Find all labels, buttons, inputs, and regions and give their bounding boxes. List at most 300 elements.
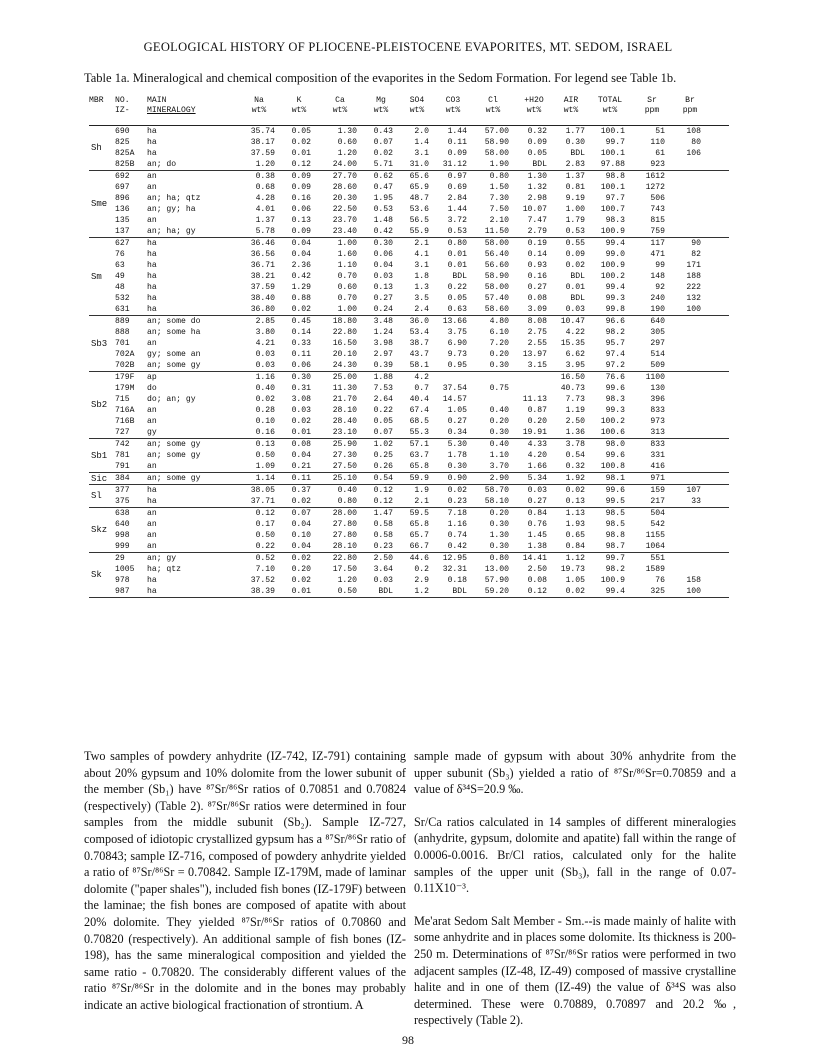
member-label: Sb2 xyxy=(91,400,108,410)
table-cell: 63 xyxy=(115,261,125,270)
table-cell: 67.4 xyxy=(409,406,429,415)
table-cell: 100.1 xyxy=(600,149,625,158)
table-cell: 0.25 xyxy=(373,451,393,460)
table-cell: 7.73 xyxy=(565,395,585,404)
table-cell: 36.0 xyxy=(409,317,429,326)
table-cell: BDL xyxy=(452,272,467,281)
table-row xyxy=(89,439,729,450)
table-cell: 0.23 xyxy=(447,497,467,506)
table-row xyxy=(89,137,729,148)
table-cell: 375 xyxy=(115,497,130,506)
table-cell: 2.85 xyxy=(255,317,275,326)
table-cell: 0.47 xyxy=(373,183,393,192)
table-cell: 416 xyxy=(650,462,665,471)
table-cell: 1612 xyxy=(645,172,665,181)
table-cell: 0.02 xyxy=(565,587,585,596)
table-cell: 0.75 xyxy=(489,384,509,393)
table-cell: gy; some an xyxy=(147,350,201,359)
table-cell: 0.11 xyxy=(291,474,311,483)
table-cell: 24.00 xyxy=(332,160,357,169)
table-row xyxy=(89,575,729,586)
table-cell: an; some gy xyxy=(147,440,201,449)
table-cell: ha xyxy=(147,305,157,314)
table-cell: 702A xyxy=(115,350,135,359)
table-cell: 1.12 xyxy=(565,554,585,563)
table-row xyxy=(89,249,729,260)
table-cell: 25.10 xyxy=(332,474,357,483)
table-cell: an; some gy xyxy=(147,474,201,483)
table-cell: 117 xyxy=(650,239,665,248)
table-cell: ha xyxy=(147,250,157,259)
column-header-unit: wt% xyxy=(526,106,542,115)
table-cell: 0.09 xyxy=(291,183,311,192)
table-row xyxy=(89,171,729,182)
table-cell: 23.10 xyxy=(332,428,357,437)
table-cell: 514 xyxy=(650,350,665,359)
table-cell: 58.1 xyxy=(409,361,429,370)
table-cell: 1.92 xyxy=(565,474,585,483)
table-cell: 0.58 xyxy=(373,520,393,529)
table-row xyxy=(89,238,729,249)
table-cell: 6.10 xyxy=(489,328,509,337)
table-row xyxy=(89,159,729,170)
column-header xyxy=(471,96,515,116)
table-cell: 1.32 xyxy=(527,183,547,192)
table-cell: 0.19 xyxy=(527,239,547,248)
table-cell: 2.36 xyxy=(291,261,311,270)
table-cell: 0.20 xyxy=(489,509,509,518)
table-cell: 0.22 xyxy=(447,283,467,292)
table-cell: 0.05 xyxy=(373,417,393,426)
table-cell: 0.03 xyxy=(255,361,275,370)
column-header-unit: wt% xyxy=(332,106,348,115)
table-cell: 0.17 xyxy=(255,520,275,529)
member-group xyxy=(89,439,729,473)
table-cell: 0.12 xyxy=(291,160,311,169)
table-cell: 0.53 xyxy=(373,205,393,214)
table-cell: 627 xyxy=(115,239,130,248)
table-cell: 0.27 xyxy=(527,283,547,292)
column-header-unit: wt% xyxy=(485,106,501,115)
table-cell: 51 xyxy=(655,127,665,136)
table-cell: 3.1 xyxy=(414,149,429,158)
table-cell: an xyxy=(147,531,157,540)
table-cell: 2.50 xyxy=(373,554,393,563)
table-cell: 3.98 xyxy=(373,339,393,348)
table-cell: 99.6 xyxy=(605,384,625,393)
table-cell: 35.74 xyxy=(250,127,275,136)
table-cell: 0.11 xyxy=(447,138,467,147)
table-cell: 22.50 xyxy=(332,205,357,214)
table-cell: 0.27 xyxy=(527,497,547,506)
table-cell: 833 xyxy=(650,440,665,449)
table-row xyxy=(89,416,729,427)
table-cell: 100.9 xyxy=(600,576,625,585)
table-cell: 1.47 xyxy=(373,509,393,518)
table-cell: 759 xyxy=(650,227,665,236)
table-cell: 27.50 xyxy=(332,462,357,471)
table-cell: 0.2 xyxy=(414,565,429,574)
table-cell: an; some gy xyxy=(147,361,201,370)
table-cell: 0.14 xyxy=(527,250,547,259)
table-cell: 0.10 xyxy=(255,417,275,426)
table-cell: 3.15 xyxy=(527,361,547,370)
table-cell: 3.80 xyxy=(255,328,275,337)
table-cell: an; gy; ha xyxy=(147,205,196,214)
table-cell: 99.6 xyxy=(605,486,625,495)
table-cell: 1.20 xyxy=(337,149,357,158)
table-cell: 100.9 xyxy=(600,227,625,236)
table-cell: 7.20 xyxy=(489,339,509,348)
table-cell: 2.79 xyxy=(527,227,547,236)
composition-table xyxy=(89,92,729,598)
table-cell: 0.50 xyxy=(255,531,275,540)
table-cell: ha xyxy=(147,261,157,270)
table-cell: 58.90 xyxy=(484,272,509,281)
table-row xyxy=(89,496,729,507)
table-cell: 0.02 xyxy=(447,486,467,495)
table-cell: 1.24 xyxy=(373,328,393,337)
table-cell: 1.10 xyxy=(489,451,509,460)
table-header xyxy=(89,92,729,126)
table-cell: 0.95 xyxy=(447,361,467,370)
table-cell: ha; qtz xyxy=(147,565,181,574)
table-cell: 37.52 xyxy=(250,576,275,585)
table-cell: 100.2 xyxy=(600,417,625,426)
table-cell: 0.80 xyxy=(489,172,509,181)
table-row xyxy=(89,508,729,519)
table-cell: 0.02 xyxy=(255,395,275,404)
table-cell: 1.30 xyxy=(527,172,547,181)
table-cell: an xyxy=(147,172,157,181)
table-cell: 190 xyxy=(650,305,665,314)
table-cell: 0.02 xyxy=(291,417,311,426)
table-cell: 99.5 xyxy=(605,497,625,506)
table-cell: 13.97 xyxy=(522,350,547,359)
table-row xyxy=(89,383,729,394)
table-cell: 57.1 xyxy=(409,440,429,449)
table-cell: 15.35 xyxy=(560,339,585,348)
table-cell: 0.27 xyxy=(447,417,467,426)
table-cell: 2.50 xyxy=(565,417,585,426)
table-cell: 0.7 xyxy=(414,384,429,393)
table-caption: Table 1a. Mineralogical and chemical composition of the evaporites in the Sedom Formation. For legend see Table 1b. xyxy=(84,71,677,85)
table-cell: 0.08 xyxy=(527,294,547,303)
table-row xyxy=(89,316,729,327)
table-cell: 297 xyxy=(650,339,665,348)
table-cell: 0.03 xyxy=(255,350,275,359)
table-cell: 171 xyxy=(686,261,701,270)
table-cell: 1.37 xyxy=(255,216,275,225)
table-cell: 0.01 xyxy=(291,149,311,158)
table-cell: 791 xyxy=(115,462,130,471)
table-cell: ha xyxy=(147,294,157,303)
table-cell: 97.2 xyxy=(605,361,625,370)
table-cell: 36.56 xyxy=(250,250,275,259)
table-cell: 58.70 xyxy=(484,486,509,495)
table-cell: 29 xyxy=(115,554,125,563)
table-cell: 59.9 xyxy=(409,474,429,483)
table-cell: 65.9 xyxy=(409,183,429,192)
table-cell: 743 xyxy=(650,205,665,214)
table-cell: an; some gy xyxy=(147,451,201,460)
table-cell: 825B xyxy=(115,160,135,169)
member-label: Sb1 xyxy=(91,450,108,461)
table-cell: 0.04 xyxy=(373,261,393,270)
table-cell: 1.38 xyxy=(527,542,547,551)
table-cell: 0.03 xyxy=(565,305,585,314)
table-cell: 58.90 xyxy=(484,138,509,147)
table-cell: 0.97 xyxy=(447,172,467,181)
table-cell: 99.3 xyxy=(605,294,625,303)
table-cell: 815 xyxy=(650,216,665,225)
member-group xyxy=(89,508,729,553)
table-cell: 0.32 xyxy=(527,127,547,136)
table-cell: 1.79 xyxy=(565,216,585,225)
table-cell: 1272 xyxy=(645,183,665,192)
table-cell: 98.2 xyxy=(605,328,625,337)
table-cell: 2.83 xyxy=(565,160,585,169)
table-cell: 11.13 xyxy=(522,395,547,404)
table-cell: 2.98 xyxy=(527,194,547,203)
table-cell: 999 xyxy=(115,542,130,551)
table-cell: an xyxy=(147,406,157,415)
table-cell: 16.50 xyxy=(560,373,585,382)
table-cell: 99 xyxy=(655,261,665,270)
table-cell: 0.70 xyxy=(337,272,357,281)
table-cell: 100.8 xyxy=(600,462,625,471)
table-row xyxy=(89,372,729,383)
table-cell: 384 xyxy=(115,474,130,483)
table-cell: 0.26 xyxy=(373,462,393,471)
table-cell: 0.04 xyxy=(291,239,311,248)
table-cell: 4.80 xyxy=(489,317,509,326)
table-cell: 13.66 xyxy=(442,317,467,326)
table-cell: an xyxy=(147,216,157,225)
table-cell: 4.20 xyxy=(527,451,547,460)
table-cell: 4.2 xyxy=(414,373,429,382)
table-cell: 0.20 xyxy=(489,417,509,426)
table-cell: 0.03 xyxy=(527,486,547,495)
table-cell: 27.80 xyxy=(332,531,357,540)
table-cell: 3.08 xyxy=(291,395,311,404)
table-cell: 33 xyxy=(691,497,701,506)
table-cell: 1005 xyxy=(115,565,135,574)
table-cell: 532 xyxy=(115,294,130,303)
table-cell: 1.30 xyxy=(337,127,357,136)
table-cell: 0.16 xyxy=(291,194,311,203)
table-cell: 1.16 xyxy=(447,520,467,529)
table-cell: 1.00 xyxy=(565,205,585,214)
table-cell: 136 xyxy=(115,205,130,214)
table-cell: 0.69 xyxy=(447,183,467,192)
table-cell: 0.03 xyxy=(291,406,311,415)
column-header-name: Na xyxy=(254,96,264,105)
table-cell: 1.2 xyxy=(414,587,429,596)
column-header-name: TOTAL xyxy=(597,96,623,105)
column-header xyxy=(147,96,243,116)
table-row xyxy=(89,327,729,338)
table-cell: 217 xyxy=(650,497,665,506)
table-cell: 0.12 xyxy=(373,497,393,506)
table-cell: 1.10 xyxy=(337,261,357,270)
table-cell: 1.8 xyxy=(414,272,429,281)
table-cell: 1100 xyxy=(645,373,665,382)
table-cell: 0.87 xyxy=(527,406,547,415)
table-row xyxy=(89,586,729,597)
column-header-name: K xyxy=(296,96,302,105)
column-header-unit: IZ- xyxy=(115,106,130,115)
table-cell: 2.84 xyxy=(447,194,467,203)
table-row xyxy=(89,541,729,552)
table-cell: 20.30 xyxy=(332,194,357,203)
table-row xyxy=(89,360,729,371)
table-cell: 2.1 xyxy=(414,239,429,248)
table-cell: 0.33 xyxy=(291,339,311,348)
table-cell: 0.08 xyxy=(291,440,311,449)
table-cell: 1.37 xyxy=(565,172,585,181)
table-cell: 3.78 xyxy=(565,440,585,449)
table-cell: 65.8 xyxy=(409,520,429,529)
table-cell: 43.7 xyxy=(409,350,429,359)
table-cell: 1.29 xyxy=(291,283,311,292)
table-cell: 27.70 xyxy=(332,172,357,181)
table-cell: an; some ha xyxy=(147,328,201,337)
table-cell: BDL xyxy=(570,149,585,158)
table-cell: 100.1 xyxy=(600,127,625,136)
table-cell: 377 xyxy=(115,486,130,495)
table-cell: 37.71 xyxy=(250,497,275,506)
table-cell: 99.6 xyxy=(605,451,625,460)
paragraph: Two samples of powdery anhydrite (IZ-742, IZ-791) containing about 20% gypsum and 10% dolomite from the lower subunit of the member (Sb₁) have ⁸⁷Sr/⁸⁶Sr ratios of 0.70851 and 0.70824 (respectively) (Table 2). ⁸⁷Sr/⁸⁶Sr ratios were determined in four samples from the middle subunit (Sb₂). Sample IZ-727, composed of idiotopic crystallized gypsum has a ⁸⁷Sr/⁸⁶Sr ratio of 0.70843; sample IZ-716, composed of powdery anhydrite yielded a ratio of ⁸⁷Sr/⁸⁶Sr = 0.70842. Sample IZ-179M, made of laminar dolomite ("paper shales"), included fish bones (IZ-179F) between the laminae; the fish bones are composed of apatite with about 20% dolomite. They yielded ⁸⁷Sr/⁸⁶Sr ratios of 0.70860 and 0.70820 (respectively). An additional sample of fish bones (IZ-198), has the same mineralogical composition and yielded the same ratio - 0.70820. The considerably different values of the ratio ⁸⁷Sr/⁸⁶Sr in the dolomite and in the bones may probably indicate an active biological fractionation of strontium. A xyxy=(84,749,406,1012)
table-cell: 19.91 xyxy=(522,428,547,437)
column-header xyxy=(551,96,591,116)
table-cell: 640 xyxy=(115,520,130,529)
table-row xyxy=(89,271,729,282)
table-cell: 0.34 xyxy=(447,428,467,437)
table-cell: 0.09 xyxy=(527,138,547,147)
table-cell: 96.6 xyxy=(605,317,625,326)
table-cell: 27.80 xyxy=(332,520,357,529)
table-cell: 0.12 xyxy=(527,587,547,596)
table-cell: 0.43 xyxy=(373,127,393,136)
table-cell: 0.02 xyxy=(565,261,585,270)
table-cell: 0.28 xyxy=(255,406,275,415)
table-cell: 57.00 xyxy=(484,127,509,136)
table-cell: 5.71 xyxy=(373,160,393,169)
table-cell: 1.00 xyxy=(337,239,357,248)
column-header-unit: wt% xyxy=(563,106,579,115)
table-cell: 3.1 xyxy=(414,261,429,270)
table-cell: 99.0 xyxy=(605,250,625,259)
table-cell: 0.09 xyxy=(291,227,311,236)
member-label: Skz xyxy=(91,525,108,535)
table-cell: 82 xyxy=(691,250,701,259)
table-cell: 76.6 xyxy=(605,373,625,382)
table-cell: 0.20 xyxy=(489,350,509,359)
table-cell: 0.12 xyxy=(255,509,275,518)
table-cell: 0.30 xyxy=(489,361,509,370)
table-cell: 1.14 xyxy=(255,474,275,483)
column-header-name: MAIN xyxy=(147,96,167,105)
table-cell: ha xyxy=(147,149,157,158)
table-cell: 0.31 xyxy=(291,384,311,393)
table-row xyxy=(89,553,729,564)
member-group xyxy=(89,372,729,439)
table-cell: 896 xyxy=(115,194,130,203)
table-cell: an xyxy=(147,462,157,471)
table-cell: 0.68 xyxy=(255,183,275,192)
table-cell: ha xyxy=(147,486,157,495)
table-cell: 0.80 xyxy=(447,239,467,248)
table-cell: 0.02 xyxy=(291,305,311,314)
table-cell: 1.13 xyxy=(565,509,585,518)
table-row xyxy=(89,126,729,137)
table-cell: 0.12 xyxy=(373,486,393,495)
table-cell: 100.1 xyxy=(600,183,625,192)
table-cell: 0.07 xyxy=(373,138,393,147)
member-group xyxy=(89,473,729,485)
table-cell: 1.95 xyxy=(373,194,393,203)
table-cell: 0.13 xyxy=(291,216,311,225)
table-cell: 0.13 xyxy=(373,283,393,292)
table-cell: 2.75 xyxy=(527,328,547,337)
table-cell: 27.30 xyxy=(332,451,357,460)
table-cell: 1.78 xyxy=(447,451,467,460)
column-header-name: Ca xyxy=(335,96,345,105)
table-cell: 506 xyxy=(650,194,665,203)
table-cell: 4.21 xyxy=(255,339,275,348)
table-cell: 0.62 xyxy=(373,172,393,181)
table-cell: 1.48 xyxy=(373,216,393,225)
table-cell: 1.19 xyxy=(565,406,585,415)
table-cell: 55.9 xyxy=(409,227,429,236)
table-cell: 132 xyxy=(686,294,701,303)
table-cell: 781 xyxy=(115,451,130,460)
table-cell: 3.48 xyxy=(373,317,393,326)
table-cell: 48 xyxy=(115,283,125,292)
table-cell: do; an; gy xyxy=(147,395,196,404)
table-cell: 135 xyxy=(115,216,130,225)
table-cell: 313 xyxy=(650,428,665,437)
table-cell: 2.0 xyxy=(414,127,429,136)
table-cell: 2.1 xyxy=(414,497,429,506)
table-cell: 0.80 xyxy=(337,497,357,506)
table-cell: 0.01 xyxy=(447,261,467,270)
column-header-unit: ppm xyxy=(682,106,698,115)
table-cell: 148 xyxy=(650,272,665,281)
table-cell: 0.07 xyxy=(291,509,311,518)
table-cell: 825A xyxy=(115,149,135,158)
column-header xyxy=(237,96,281,116)
table-cell: 1.16 xyxy=(255,373,275,382)
table-cell: 98.7 xyxy=(605,542,625,551)
table-cell: 1.30 xyxy=(489,531,509,540)
table-cell: 0.53 xyxy=(565,227,585,236)
table-cell: 66.7 xyxy=(409,542,429,551)
table-cell: 0.01 xyxy=(291,587,311,596)
table-row xyxy=(89,204,729,215)
table-cell: 978 xyxy=(115,576,130,585)
table-cell: 38.39 xyxy=(250,587,275,596)
table-cell: 0.07 xyxy=(373,428,393,437)
table-cell: ha xyxy=(147,576,157,585)
table-row xyxy=(89,473,729,484)
table-cell: 99.4 xyxy=(605,239,625,248)
table-row xyxy=(89,304,729,315)
table-cell: 0.16 xyxy=(255,428,275,437)
table-cell: 1.90 xyxy=(489,160,509,169)
